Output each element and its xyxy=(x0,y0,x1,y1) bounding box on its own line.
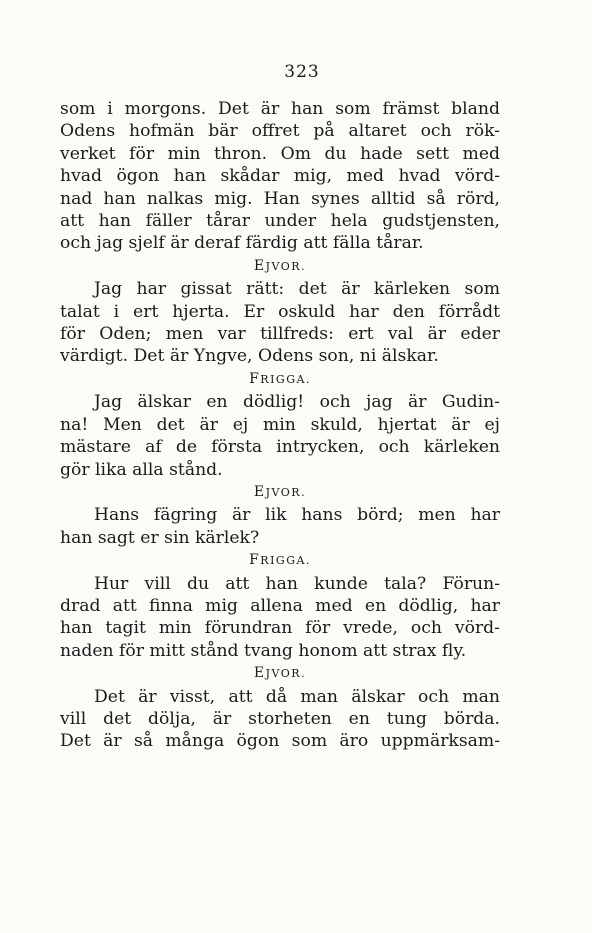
text-column xyxy=(60,98,500,753)
speaker-name: EJVOR. xyxy=(253,665,307,682)
text-line: han tagit min förundran för vrede, och vörd- xyxy=(60,618,500,639)
paragraph xyxy=(60,278,500,368)
speaker-name: EJVOR. xyxy=(253,483,307,500)
text-line: och jag sjelf är deraf färdig att fälla tårar. xyxy=(60,233,424,254)
text-line: mästare af de första intrycken, och kärleken xyxy=(60,437,500,458)
text-line: gör lika alla stånd. xyxy=(60,459,223,480)
text-line: Jag älskar en dödlig! och jag är Gudin- xyxy=(94,392,500,413)
text-line: Det är visst, att då man älskar och man xyxy=(94,686,500,707)
speaker-name: FRIGGA. xyxy=(249,370,311,387)
text-line: Det är så många ögon som äro uppmärksam- xyxy=(60,731,500,752)
paragraph xyxy=(60,504,500,549)
page-number: 323 xyxy=(284,62,320,82)
text-line: Odens hofmän bär offret på altaret och rök- xyxy=(60,121,500,142)
text-line: drad att finna mig allena med en dödlig, har xyxy=(60,595,500,616)
paragraph xyxy=(60,573,500,663)
text-line: hvad ögon han skådar mig, med hvad vörd- xyxy=(60,166,500,187)
text-line: vill det dölja, är storheten en tung börda. xyxy=(60,708,500,729)
text-line: nad han nalkas mig. Han synes alltid så rörd, xyxy=(60,188,500,209)
text-line: för Oden; men var tillfreds: ert val är eder xyxy=(60,324,500,345)
speaker-name: FRIGGA. xyxy=(249,552,311,569)
paragraph xyxy=(60,686,500,753)
text-line: na! Men det är ej min skuld, hjertat är ej xyxy=(60,414,500,435)
text-line: han sagt er sin kärlek? xyxy=(60,527,260,548)
text-line: värdigt. Det är Yngve, Odens son, ni älskar. xyxy=(60,346,439,367)
speaker-name: EJVOR. xyxy=(253,257,307,274)
text-line: naden för mitt stånd tvang honom att strax fly. xyxy=(60,640,467,661)
text-line: verket för min thron. Om du hade sett med xyxy=(60,143,500,164)
text-line: Jag har gissat rätt: det är kärleken som xyxy=(94,279,500,300)
text-line: att han fäller tårar under hela gudstjensten, xyxy=(60,211,500,232)
text-line: Hans fägring är lik hans börd; men har xyxy=(94,505,500,526)
text-line: Hur vill du att han kunde tala? Förun- xyxy=(94,573,500,594)
text-line: talat i ert hjerta. Er oskuld har den förrådt xyxy=(60,301,500,322)
paragraph xyxy=(60,98,500,255)
text-line: som i morgons. Det är han som främst bland xyxy=(60,99,500,119)
paragraph xyxy=(60,391,500,481)
